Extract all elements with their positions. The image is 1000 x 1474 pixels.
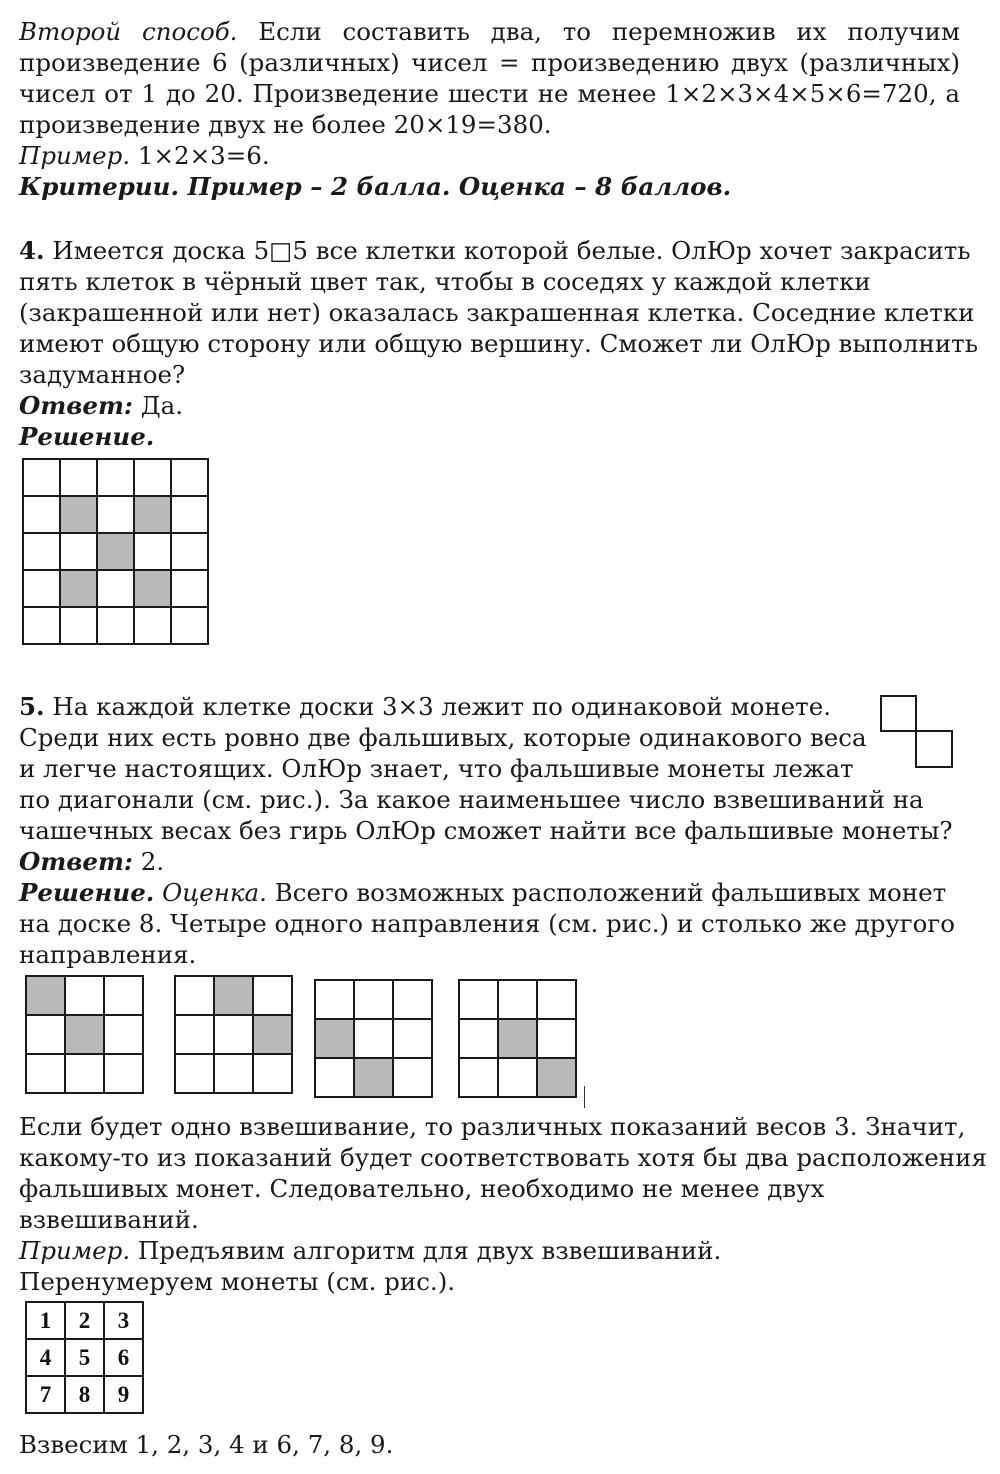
shaded-cell xyxy=(315,1019,354,1058)
diagonal-square-top xyxy=(880,695,917,732)
problem4-line-1 xyxy=(19,235,971,266)
coin-number-cell: 2 xyxy=(65,1302,104,1339)
shaded-cell xyxy=(214,976,253,1015)
board-cell xyxy=(97,496,134,533)
second-method-example xyxy=(19,140,270,171)
second-method-line-4: произведение двух не более 20×19=380. xyxy=(19,110,552,139)
shaded-cell xyxy=(498,1019,537,1058)
board-cell xyxy=(23,533,60,570)
solution-label: Решение. xyxy=(19,878,155,907)
shaded-cell xyxy=(97,533,134,570)
shaded-cell xyxy=(60,496,97,533)
problem5-final-line: Взвесим 1, 2, 3, 4 и 6, 7, 8, 9. xyxy=(19,1430,394,1459)
board-cell xyxy=(498,980,537,1019)
problem5-line-4: по диагонали (см. рис.). За какое наименьшее число взвешиваний на xyxy=(19,785,924,814)
board-cell xyxy=(26,1054,65,1093)
coin-number-cell: 7 xyxy=(26,1376,65,1413)
solution-text-1: Всего возможных расположений фальшивых монет xyxy=(274,878,947,907)
shaded-cell xyxy=(60,570,97,607)
board-cell xyxy=(175,976,214,1015)
coin-number-cell: 4 xyxy=(26,1339,65,1376)
problem5-example xyxy=(19,1235,721,1266)
problem5-text-1: На каждой клетке доски 3×3 лежит по одинаковой монете. xyxy=(52,692,831,721)
board-cell xyxy=(175,1015,214,1054)
answer-label: Ответ: xyxy=(19,391,133,420)
second-method-line-1 xyxy=(19,16,960,47)
diagonal-board-4 xyxy=(458,979,577,1098)
board-cell xyxy=(253,976,292,1015)
shaded-cell xyxy=(537,1058,576,1097)
shaded-cell xyxy=(26,976,65,1015)
diagonal-board-3 xyxy=(314,979,433,1098)
board-cell xyxy=(315,980,354,1019)
board-cell xyxy=(65,1054,104,1093)
board-cell xyxy=(134,459,171,496)
board-cell xyxy=(171,533,208,570)
problem5-answer xyxy=(19,846,164,877)
board-cell xyxy=(459,1058,498,1097)
second-method-line-2: произведение 6 (различных) чисел = произведению двух (различных) xyxy=(19,48,960,77)
board-cell xyxy=(134,533,171,570)
problem5-solution-line-3: направления. xyxy=(19,940,197,969)
example-text: Предъявим алгоритм для двух взвешиваний. xyxy=(137,1236,722,1265)
criteria-line: Критерии. Пример – 2 балла. Оценка – 8 баллов. xyxy=(19,172,732,201)
problem5-cont-line-3: фальшивых монет. Следовательно, необходимо не менее двух xyxy=(19,1174,825,1203)
problem4-solution-label: Решение. xyxy=(19,422,155,451)
board-cell xyxy=(354,980,393,1019)
board-cell xyxy=(393,1058,432,1097)
board-5x5 xyxy=(22,458,209,645)
shaded-cell xyxy=(65,1015,104,1054)
board-cell xyxy=(60,533,97,570)
shaded-cell xyxy=(134,496,171,533)
board-cell xyxy=(537,980,576,1019)
board-cell xyxy=(459,980,498,1019)
problem5-line-3: и легче настоящих. ОлЮр знает, что фальшивые монеты лежат xyxy=(19,754,854,783)
problem4-number: 4. xyxy=(19,236,45,265)
board-cell xyxy=(459,1019,498,1058)
shaded-cell xyxy=(253,1015,292,1054)
diagonal-board-2 xyxy=(174,975,293,1094)
board-cell xyxy=(23,459,60,496)
problem5-solution-line-2: на доске 8. Четыре одного направления (см. рис.) и столько же другого xyxy=(19,909,955,938)
board-cell xyxy=(393,980,432,1019)
board-cell xyxy=(171,607,208,644)
problem4-line-2: пять клеток в чёрный цвет так, чтобы в соседях у каждой клетки xyxy=(19,267,871,296)
board-cell xyxy=(60,607,97,644)
board-cell xyxy=(60,459,97,496)
shaded-cell xyxy=(134,570,171,607)
board-cell xyxy=(104,1054,143,1093)
board-cell xyxy=(175,1054,214,1093)
board-cell xyxy=(134,607,171,644)
coin-number-cell: 5 xyxy=(65,1339,104,1376)
problem5-cont-line-1: Если будет одно взвешивание, то различных показаний весов 3. Значит, xyxy=(19,1112,966,1141)
coin-number-cell: 6 xyxy=(104,1339,143,1376)
board-cell xyxy=(97,459,134,496)
board-cell xyxy=(97,570,134,607)
problem5-solution-line-1 xyxy=(19,877,946,908)
answer-label: Ответ: xyxy=(19,847,133,876)
board-cell xyxy=(97,607,134,644)
diagonal-board-1 xyxy=(25,975,144,1094)
problem4-line-5: задуманное? xyxy=(19,360,186,389)
second-method-label: Второй способ. xyxy=(19,17,238,46)
example-label: Пример. xyxy=(19,1236,131,1265)
board-cell xyxy=(214,1054,253,1093)
board-cell xyxy=(104,976,143,1015)
problem5-cont-line-4: взвешиваний. xyxy=(19,1205,199,1234)
board-cell xyxy=(498,1058,537,1097)
problem5-line-2: Среди них есть ровно две фальшивых, которые одинакового веса xyxy=(19,723,867,752)
board-cell xyxy=(171,459,208,496)
board-cell xyxy=(171,496,208,533)
board-cell xyxy=(104,1015,143,1054)
coin-number-cell: 3 xyxy=(104,1302,143,1339)
shaded-cell xyxy=(354,1058,393,1097)
second-method-line-3: чисел от 1 до 20. Произведение шести не менее 1×2×3×4×5×6=720, а xyxy=(19,79,960,108)
board-cell xyxy=(26,1015,65,1054)
problem5-cont-line-2: какому-то из показаний будет соответствовать хотя бы два расположения xyxy=(19,1143,987,1172)
board-cell xyxy=(23,496,60,533)
board-cell xyxy=(65,976,104,1015)
answer-text: 2. xyxy=(140,847,165,876)
cursor-mark xyxy=(584,1086,585,1108)
answer-text: Да. xyxy=(140,391,184,420)
board-cell xyxy=(214,1015,253,1054)
estimate-label: Оценка. xyxy=(162,878,267,907)
coin-number-cell: 1 xyxy=(26,1302,65,1339)
example-text: 1×2×3=6. xyxy=(137,141,270,170)
problem5-line-1 xyxy=(19,691,831,722)
problem4-line-3: (закрашенной или нет) оказалась закрашенная клетка. Соседние клетки xyxy=(19,298,975,327)
board-cell xyxy=(315,1058,354,1097)
board-cell xyxy=(354,1019,393,1058)
second-method-text-1: Если составить два, то перемножив их получим xyxy=(258,17,960,46)
board-cell xyxy=(23,607,60,644)
board-cell xyxy=(23,570,60,607)
coin-number-cell: 8 xyxy=(65,1376,104,1413)
diagonal-square-bottom xyxy=(915,730,953,768)
coin-number-cell: 9 xyxy=(104,1376,143,1413)
board-cell xyxy=(393,1019,432,1058)
board-cell xyxy=(253,1054,292,1093)
problem4-answer xyxy=(19,390,183,421)
problem4-line-4: имеют общую сторону или общую вершину. Сможет ли ОлЮр выполнить xyxy=(19,329,979,358)
problem5-number: 5. xyxy=(19,692,45,721)
board-cell xyxy=(537,1019,576,1058)
coin-number-table xyxy=(25,1301,144,1414)
board-cell xyxy=(171,570,208,607)
problem4-text-1: Имеется доска 5□5 все клетки которой белые. ОлЮр хочет закрасить xyxy=(52,236,971,265)
example-label: Пример. xyxy=(19,141,131,170)
problem5-renumber: Перенумеруем монеты (см. рис.). xyxy=(19,1267,456,1296)
problem5-line-5: чашечных весах без гирь ОлЮр сможет найти все фальшивые монеты? xyxy=(19,816,953,845)
